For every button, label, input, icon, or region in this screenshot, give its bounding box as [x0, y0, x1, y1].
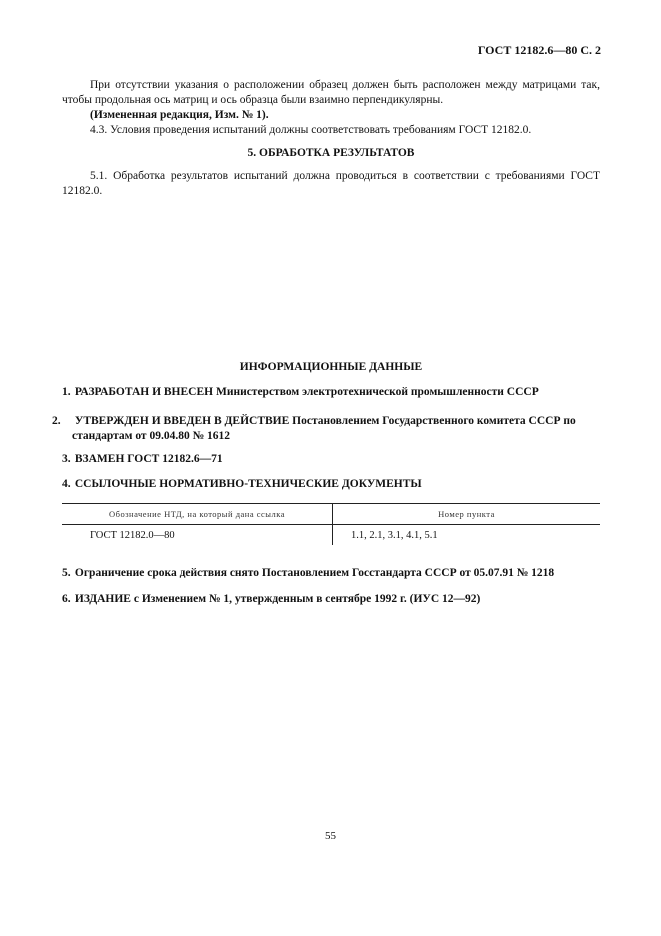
table-header-designation: Обозначение НТД, на который дана ссылка	[62, 504, 333, 525]
amendment-note: (Измененная редакция, Изм. № 1).	[90, 109, 269, 121]
references-table	[62, 503, 600, 545]
info-item-text: УТВЕРЖДЕН И ВВЕДЕН В ДЕЙСТВИЕ Постановлением Государственного комитета СССР по стандартам от 09.04.80 № 1612	[72, 415, 576, 442]
info-item-text: ССЫЛОЧНЫЕ НОРМАТИВНО-ТЕХНИЧЕСКИЕ ДОКУМЕНТЫ	[74, 478, 422, 490]
info-item-number: 1.	[62, 386, 71, 398]
table-cell-designation: ГОСТ 12182.0—80	[62, 525, 333, 546]
info-item-text: ВЗАМЕН ГОСТ 12182.6—71	[74, 453, 223, 465]
info-item-2	[52, 414, 610, 444]
info-item-text: ИЗДАНИЕ с Изменением № 1, утвержденным в сентябре 1992 г. (ИУС 12—92)	[74, 593, 481, 605]
info-title: ИНФОРМАЦИОННЫЕ ДАННЫЕ	[239, 361, 423, 373]
info-item-text: Ограничение срока действия снято Постановлением Госстандарта СССР от 05.07.91 № 1218	[74, 567, 555, 579]
info-item-number: 5.	[62, 567, 71, 579]
info-item-number: 3.	[62, 453, 71, 465]
page-header: ГОСТ 12182.6—80 С. 2	[477, 43, 601, 57]
info-item-number: 4.	[62, 478, 71, 490]
page-number: 55	[325, 830, 336, 842]
table-header-row	[62, 504, 600, 525]
info-item-3	[62, 452, 600, 467]
info-item-text: РАЗРАБОТАН И ВНЕСЕН Министерством электротехнической промышленности СССР	[74, 386, 539, 398]
paragraph-4-3: 4.3. Условия проведения испытаний должны соответствовать требованиям ГОСТ 12182.0.	[90, 124, 532, 136]
info-item-number: 2.	[52, 415, 61, 427]
info-item-number: 6.	[62, 593, 71, 605]
info-item-1	[62, 385, 600, 400]
table-header-clause: Номер пункта	[333, 504, 601, 525]
info-item-6	[62, 592, 600, 607]
paragraph-specimen-position: При отсутствии указания о расположении образец должен быть расположен между матрицами так, чтобы продольная ось матриц и ось образца были взаимно перпендикулярны.	[62, 79, 600, 106]
paragraph-5-1: 5.1. Обработка результатов испытаний должна проводиться в соответствии с требованиями ГОСТ 12182.0.	[62, 170, 600, 197]
info-item-5	[62, 566, 600, 581]
table-cell-clause: 1.1, 2.1, 3.1, 4.1, 5.1	[351, 530, 438, 541]
table-row	[62, 525, 600, 546]
info-item-4	[62, 477, 600, 492]
section-5-title: 5. ОБРАБОТКА РЕЗУЛЬТАТОВ	[247, 147, 415, 159]
